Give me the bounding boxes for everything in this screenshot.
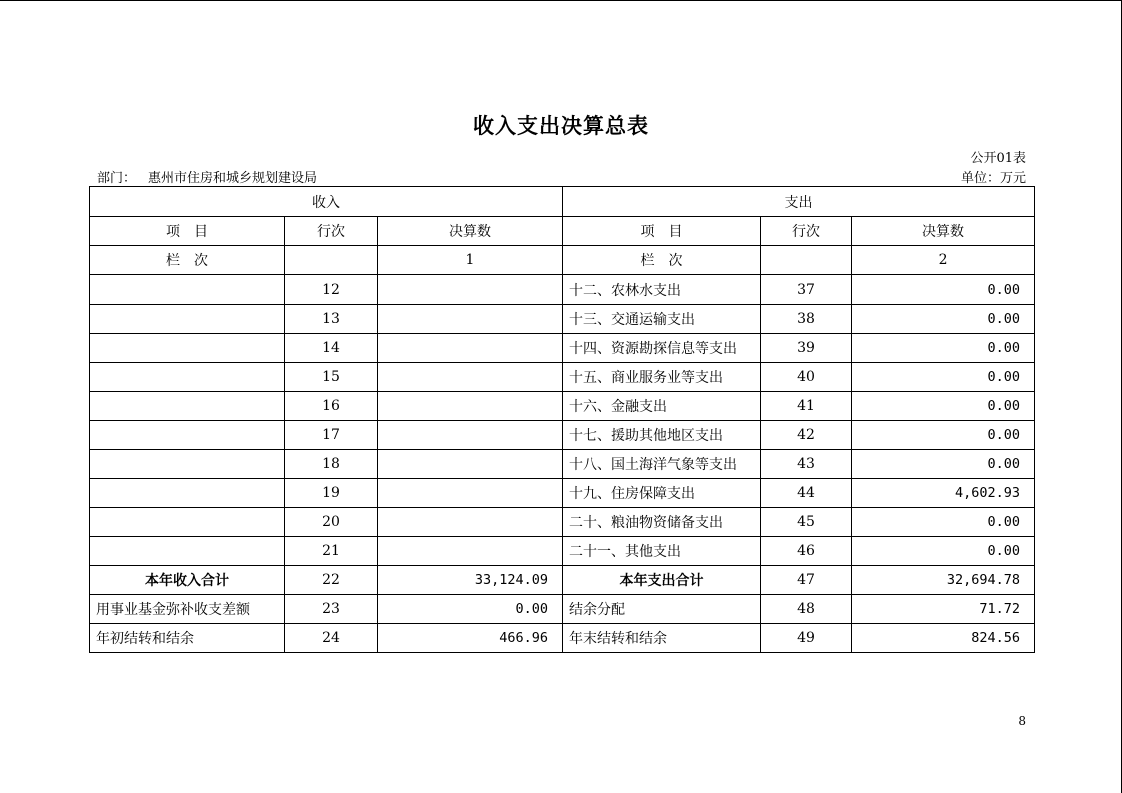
page-number: 8 bbox=[1018, 714, 1026, 728]
header-expense: 支出 bbox=[563, 187, 1035, 217]
expense-item-cell: 十六、金融支出 bbox=[563, 392, 761, 421]
income-item-cell bbox=[90, 334, 285, 363]
expense-item-cell: 二十一、其他支出 bbox=[563, 537, 761, 566]
header-expense-column-label: 栏 次 bbox=[563, 246, 761, 275]
expense-item-cell: 十七、援助其他地区支出 bbox=[563, 421, 761, 450]
department-label: 部门： bbox=[97, 171, 137, 186]
income-amount-cell bbox=[378, 334, 563, 363]
form-number: 公开01表 bbox=[970, 151, 1026, 166]
income-item-cell: 用事业基金弥补收支差额 bbox=[90, 595, 285, 624]
expense-row-no-cell: 49 bbox=[761, 624, 852, 653]
income-amount-cell bbox=[378, 392, 563, 421]
income-row-no-cell: 17 bbox=[285, 421, 378, 450]
income-item-cell bbox=[90, 479, 285, 508]
income-item-cell: 年初结转和结余 bbox=[90, 624, 285, 653]
table-row bbox=[90, 450, 1035, 479]
expense-item-cell: 十二、农林水支出 bbox=[563, 275, 761, 305]
expense-row-no-cell: 48 bbox=[761, 595, 852, 624]
income-item-cell bbox=[90, 275, 285, 305]
unit-label: 单位：万元 bbox=[960, 171, 1026, 186]
header-income: 收入 bbox=[90, 187, 563, 217]
expense-row-no-cell: 44 bbox=[761, 479, 852, 508]
income-row-no-cell: 23 bbox=[285, 595, 378, 624]
income-amount-cell bbox=[378, 363, 563, 392]
income-amount-cell bbox=[378, 450, 563, 479]
expense-item-cell: 十九、住房保障支出 bbox=[563, 479, 761, 508]
income-amount-cell bbox=[378, 537, 563, 566]
income-item-cell: 本年收入合计 bbox=[90, 566, 285, 595]
income-amount-cell: 0.00 bbox=[378, 595, 563, 624]
table-header-row-columns bbox=[90, 217, 1035, 246]
header-income-row-no: 行次 bbox=[285, 217, 378, 246]
table-row bbox=[90, 363, 1035, 392]
income-row-no-cell: 15 bbox=[285, 363, 378, 392]
income-item-cell bbox=[90, 508, 285, 537]
income-item-cell bbox=[90, 537, 285, 566]
header-income-column-blank bbox=[285, 246, 378, 275]
expense-item-cell: 年末结转和结余 bbox=[563, 624, 761, 653]
table-row bbox=[90, 275, 1035, 305]
income-item-cell bbox=[90, 392, 285, 421]
income-expense-summary-table bbox=[89, 186, 1035, 653]
table-row bbox=[90, 508, 1035, 537]
header-expense-item: 项 目 bbox=[563, 217, 761, 246]
expense-row-no-cell: 46 bbox=[761, 537, 852, 566]
header-expense-row-no: 行次 bbox=[761, 217, 852, 246]
expense-item-cell: 二十、粮油物资储备支出 bbox=[563, 508, 761, 537]
income-row-no-cell: 22 bbox=[285, 566, 378, 595]
table-row bbox=[90, 595, 1035, 624]
income-item-cell bbox=[90, 363, 285, 392]
expense-item-cell: 十八、国土海洋气象等支出 bbox=[563, 450, 761, 479]
table-row bbox=[90, 305, 1035, 334]
expense-amount-cell: 4,602.93 bbox=[852, 479, 1035, 508]
income-row-no-cell: 20 bbox=[285, 508, 378, 537]
expense-amount-cell: 0.00 bbox=[852, 305, 1035, 334]
table-row bbox=[90, 392, 1035, 421]
income-row-no-cell: 14 bbox=[285, 334, 378, 363]
header-expense-amount: 决算数 bbox=[852, 217, 1035, 246]
expense-amount-cell: 71.72 bbox=[852, 595, 1035, 624]
header-income-amount: 决算数 bbox=[378, 217, 563, 246]
expense-amount-cell: 0.00 bbox=[852, 421, 1035, 450]
total-row bbox=[90, 566, 1035, 595]
income-row-no-cell: 21 bbox=[285, 537, 378, 566]
department-name: 惠州市住房和城乡规划建设局 bbox=[148, 171, 318, 186]
expense-amount-cell: 0.00 bbox=[852, 363, 1035, 392]
income-row-no-cell: 18 bbox=[285, 450, 378, 479]
income-amount-cell bbox=[378, 508, 563, 537]
expense-row-no-cell: 38 bbox=[761, 305, 852, 334]
expense-amount-cell: 824.56 bbox=[852, 624, 1035, 653]
table-body bbox=[90, 275, 1035, 653]
income-row-no-cell: 12 bbox=[285, 275, 378, 305]
expense-amount-cell: 0.00 bbox=[852, 537, 1035, 566]
table-row bbox=[90, 479, 1035, 508]
expense-row-no-cell: 45 bbox=[761, 508, 852, 537]
table-row bbox=[90, 537, 1035, 566]
income-item-cell bbox=[90, 421, 285, 450]
income-item-cell bbox=[90, 450, 285, 479]
expense-amount-cell: 0.00 bbox=[852, 450, 1035, 479]
expense-row-no-cell: 47 bbox=[761, 566, 852, 595]
income-item-cell bbox=[90, 305, 285, 334]
expense-amount-cell: 0.00 bbox=[852, 508, 1035, 537]
expense-row-no-cell: 41 bbox=[761, 392, 852, 421]
expense-item-cell: 十四、资源勘探信息等支出 bbox=[563, 334, 761, 363]
income-amount-cell bbox=[378, 479, 563, 508]
page-border-top bbox=[0, 0, 1122, 1]
income-amount-cell bbox=[378, 421, 563, 450]
expense-row-no-cell: 37 bbox=[761, 275, 852, 305]
income-amount-cell bbox=[378, 305, 563, 334]
income-row-no-cell: 13 bbox=[285, 305, 378, 334]
income-amount-cell: 466.96 bbox=[378, 624, 563, 653]
expense-amount-cell: 0.00 bbox=[852, 334, 1035, 363]
income-row-no-cell: 19 bbox=[285, 479, 378, 508]
table-header-row-column-index bbox=[90, 246, 1035, 275]
income-row-no-cell: 24 bbox=[285, 624, 378, 653]
expense-row-no-cell: 39 bbox=[761, 334, 852, 363]
expense-item-cell: 本年支出合计 bbox=[563, 566, 761, 595]
table-row bbox=[90, 421, 1035, 450]
header-income-item: 项 目 bbox=[90, 217, 285, 246]
expense-amount-cell: 0.00 bbox=[852, 392, 1035, 421]
expense-item-cell: 结余分配 bbox=[563, 595, 761, 624]
table-row bbox=[90, 334, 1035, 363]
income-amount-cell bbox=[378, 275, 563, 305]
expense-row-no-cell: 42 bbox=[761, 421, 852, 450]
income-amount-cell: 33,124.09 bbox=[378, 566, 563, 595]
table-header-row-section bbox=[90, 187, 1035, 217]
page-title: 收入支出决算总表 bbox=[473, 113, 649, 138]
header-income-column-index: 1 bbox=[378, 246, 563, 275]
expense-amount-cell: 0.00 bbox=[852, 275, 1035, 305]
header-expense-column-index: 2 bbox=[852, 246, 1035, 275]
expense-item-cell: 十五、商业服务业等支出 bbox=[563, 363, 761, 392]
header-income-column-label: 栏 次 bbox=[90, 246, 285, 275]
expense-row-no-cell: 40 bbox=[761, 363, 852, 392]
income-row-no-cell: 16 bbox=[285, 392, 378, 421]
expense-row-no-cell: 43 bbox=[761, 450, 852, 479]
expense-item-cell: 十三、交通运输支出 bbox=[563, 305, 761, 334]
department-line bbox=[97, 167, 329, 186]
expense-amount-cell: 32,694.78 bbox=[852, 566, 1035, 595]
header-expense-column-blank bbox=[761, 246, 852, 275]
table-row bbox=[90, 624, 1035, 653]
